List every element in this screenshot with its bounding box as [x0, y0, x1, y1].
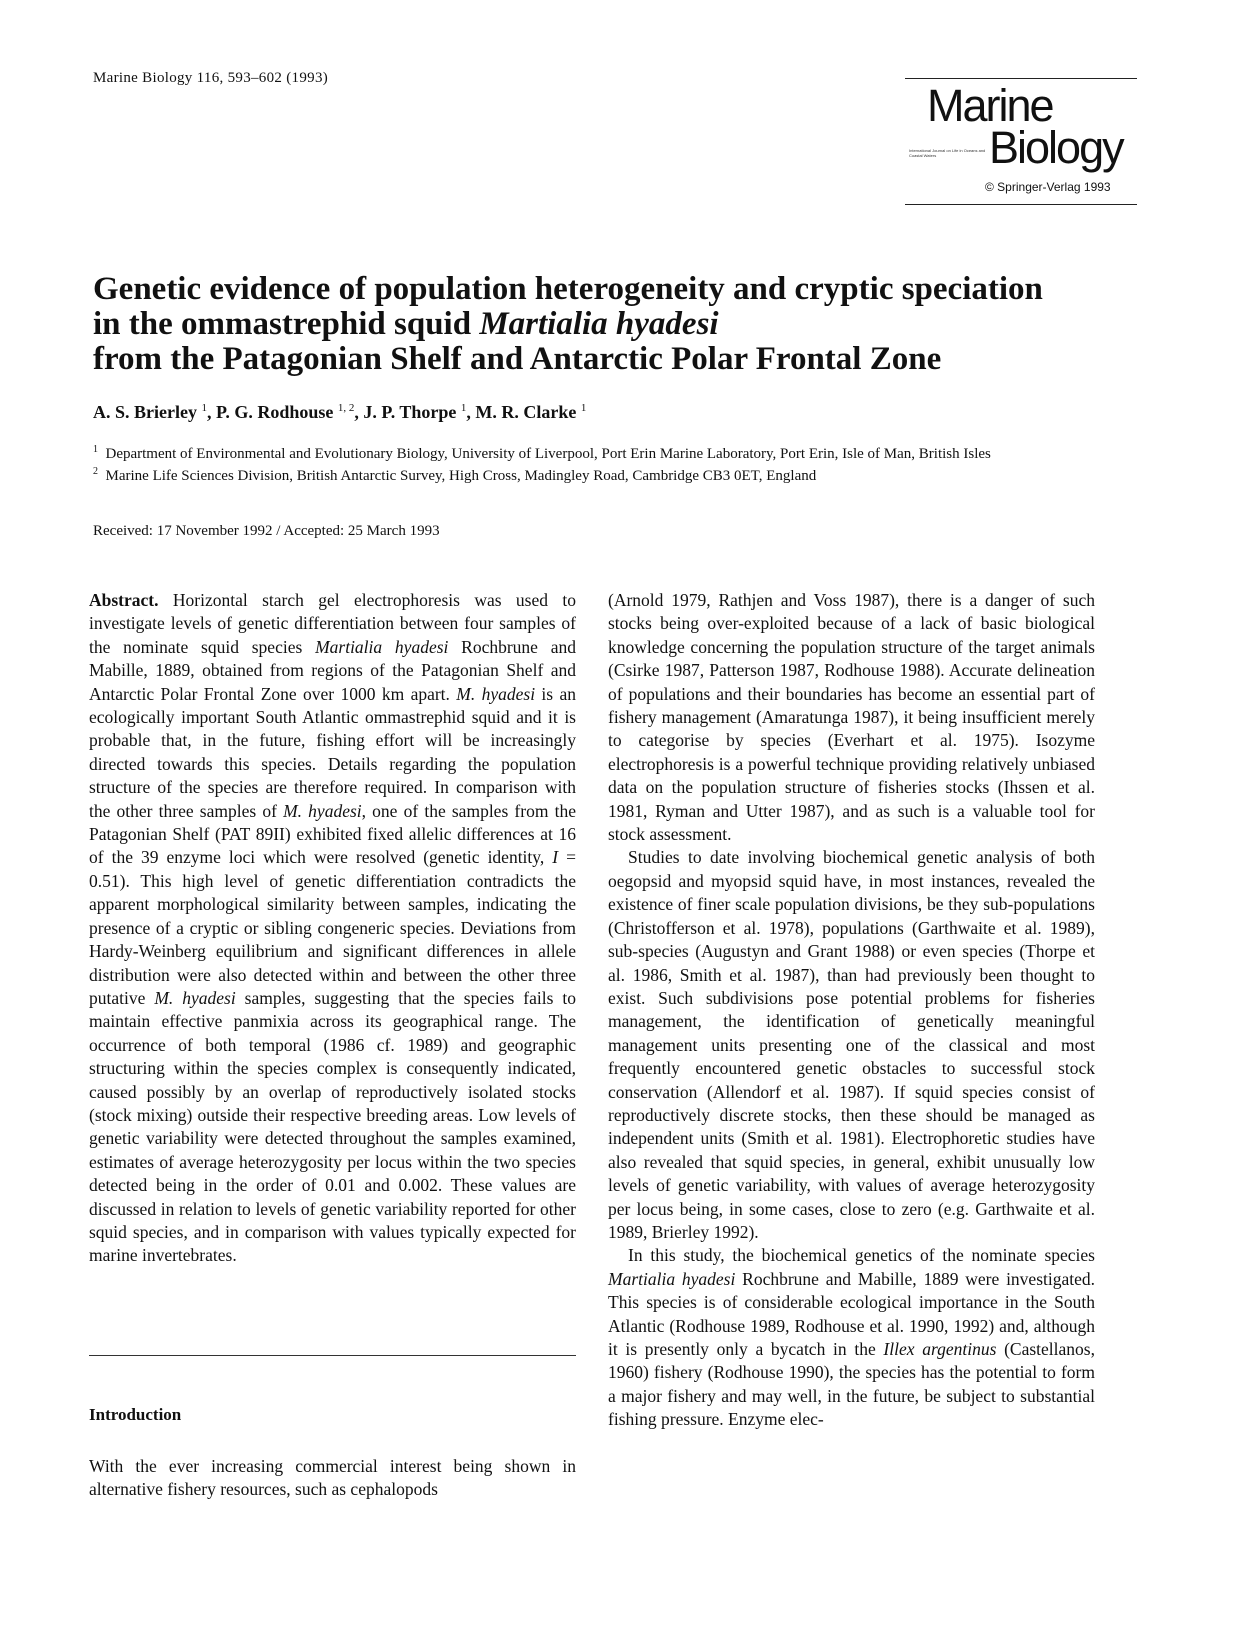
affiliations: [93, 441, 1133, 485]
affiliation-2: [93, 463, 1133, 485]
affiliation-text: Marine Life Sciences Division, British Antarctic Survey, High Cross, Madingley Road, Cambridge CB3 0ET, England: [105, 468, 817, 484]
abstract-text: Rochbrune and Mabille, 1889, obtained from regions of the Patagonian Shelf and Antarctic Polar Frontal Zone over 1000 km apart.: [89, 636, 576, 704]
species-name: Martialia hyadesi: [315, 636, 449, 657]
copyright-notice: © Springer-Verlag 1993: [985, 180, 1111, 194]
author-name: P. G. Rodhouse: [215, 402, 334, 422]
abstract-text: = 0.51). This high level of genetic differentiation contradicts the apparent morphological similarity between samples, indicating the presence of a cryptic or sibling congeneric species. Deviations from Hardy-Weinberg equilibrium and significant differences in allele distribution were also detected within and between the other three putative: [89, 847, 576, 1008]
author-affil-marker: 1: [580, 402, 587, 414]
author-list: A. S. Brierley $^1$, P. G. Rodhouse $^{1, 2}$, J. P. Thorpe $^1$, M. R. Clarke $^1$: [93, 402, 587, 422]
affiliation-text: Department of Environmental and Evolutionary Biology, University of Liverpool, Port Erin Marine Laboratory, Port Erin, Isle of Man, British Isles: [105, 446, 991, 462]
logo-subtitle: International Journal on Life in Oceans and Coastal Waters: [909, 148, 986, 158]
body-column-right: [608, 589, 1095, 1432]
abstract-paragraph: [89, 589, 576, 1268]
species-name: M. hyadesi: [154, 987, 236, 1008]
logo-bottom-rule: [905, 204, 1137, 205]
title-line-3: from the Patagonian Shelf and Antarctic Polar Frontal Zone: [93, 341, 942, 377]
author-name: J. P. Thorpe: [363, 402, 457, 422]
title-species-name: Martialia hyadesi: [479, 306, 719, 342]
introduction-heading: Introduction: [89, 1405, 182, 1424]
author-affil-marker: 1: [460, 402, 467, 414]
species-name: M. hyadesi: [283, 800, 362, 821]
abstract-text: is an ecologically important South Atlantic ommastrephid squid and it is probable that, in the future, fishing effort will be increasingly directed towards this species. Details regarding the population structure of the species are therefore required. In comparison with the other three samples of: [89, 683, 576, 821]
article-title: [93, 272, 1153, 377]
abstract-column: [89, 589, 576, 1268]
title-line-1: Genetic evidence of population heterogeneity and cryptic speciation: [93, 271, 1043, 307]
body-text: Rochbrune and Mabille, 1889 were investigated. This species is of considerable ecological importance in the South Atlantic (Rodhouse 1989, Rodhouse et al. 1990, 1992) and, although it is presently only a bycatch in the: [608, 1268, 1096, 1359]
author-name: M. R. Clarke: [475, 402, 577, 422]
abstract-text: Horizontal starch gel electrophoresis was used to investigate levels of genetic differentiation between four samples of the nominate squid species: [89, 590, 576, 657]
identity-symbol: I: [552, 847, 559, 868]
title-line-2-text: in the ommastrephid squid: [93, 306, 480, 342]
journal-citation: Marine Biology 116, 593–602 (1993): [93, 70, 329, 86]
body-paragraph: [608, 1244, 1095, 1431]
abstract-label: Abstract.: [89, 590, 159, 610]
abstract-text: , one of the samples from the Patagonian Shelf (PAT 89II) exhibited fixed allelic differences at 16 of the 39 enzyme loci which were resolved (genetic identity,: [89, 800, 576, 868]
introduction-paragraph: With the ever increasing commercial interest being shown in alternative fishery resources, such as cephalopods: [89, 1456, 576, 1500]
logo-word-marine: Marine: [927, 80, 1053, 131]
author-affil-marker: 1: [201, 402, 207, 414]
body-text: (Castellanos, 1960) fishery (Rodhouse 1990), the species has the potential to form a major fishery and may well, in the future, be subject to substantial fishing pressure. Enzyme elec-: [608, 1339, 1095, 1430]
journal-logo: [905, 78, 1137, 206]
logo-top-rule: [905, 78, 1137, 79]
logo-word-biology: Biology: [989, 122, 1123, 173]
author-affil-marker: 1, 2: [337, 402, 355, 414]
body-paragraph: (Arnold 1979, Rathjen and Voss 1987), there is a danger of such stocks being over-exploited because of a lack of basic biological knowledge concerning the population structure of the target animals (Csirke 1987, Patterson 1987, Rodhouse 1988). Accurate delineation of populations and their boundaries has become an essential part of fishery management (Amaratunga 1987), it being insufficient merely to categorise by species (Everhart et al. 1975). Isozyme electrophoresis is a powerful technique providing relatively unbiased data on the population structure of fisheries stocks (Ihssen et al. 1981, Ryman and Utter 1987), and as such is a valuable tool for stock assessment.: [608, 590, 1095, 845]
body-text: In this study, the biochemical genetics of the nominate species: [628, 1245, 1095, 1266]
title-line-2: [93, 307, 1153, 342]
section-divider: [89, 1355, 576, 1356]
species-name: Martialia hyadesi: [608, 1268, 736, 1289]
affiliation-number: 2: [93, 466, 98, 477]
species-name: Illex argentinus: [883, 1339, 997, 1359]
author-name: A. S. Brierley: [93, 402, 197, 422]
received-dates: Received: 17 November 1992 / Accepted: 25 March 1993: [93, 523, 440, 539]
species-name: M. hyadesi: [456, 683, 536, 704]
affiliation-1: [93, 441, 1133, 463]
body-paragraph: Studies to date involving biochemical genetic analysis of both oegopsid and myopsid squid have, in most instances, revealed the existence of finer scale population divisions, be they sub-populations (Christofferson et al. 1978), populations (Garthwaite et al. 1989), sub-species (Augustyn and Grant 1988) or even species (Thorpe et al. 1986, Smith et al. 1987), than had previously been thought to exist. Such subdivisions pose potential problems for fisheries management, the identification of genetically meaningful management units presenting one of the classical and most frequently encountered genetic obstacles to successful stock conservation (Allendorf et al. 1987). If squid species consist of reproductively discrete stocks, then these should be managed as independent units (Smith et al. 1981). Electrophoretic studies have also revealed that squid species, in general, exhibit unusually low levels of genetic variability, with values of average heterozygosity per locus being, in some cases, close to zero (e.g. Garthwaite et al. 1989, Brierley 1992).: [608, 847, 1095, 1242]
abstract-text: samples, suggesting that the species fails to maintain effective panmixia across its geographical range. The occurrence of both temporal (1986 cf. 1989) and geographic structuring within the species complex is consequently indicated, caused possibly by an overlap of reproductively isolated stocks (stock mixing) outside their respective breeding areas. Low levels of genetic variability were detected throughout the samples examined, estimates of average heterozygosity per locus within the two species detected being in the order of 0.01 and 0.002. These values are discussed in relation to levels of genetic variability reported for other squid species, and in comparison with values typically expected for marine invertebrates.: [89, 987, 576, 1266]
affiliation-number: 1: [93, 444, 98, 455]
